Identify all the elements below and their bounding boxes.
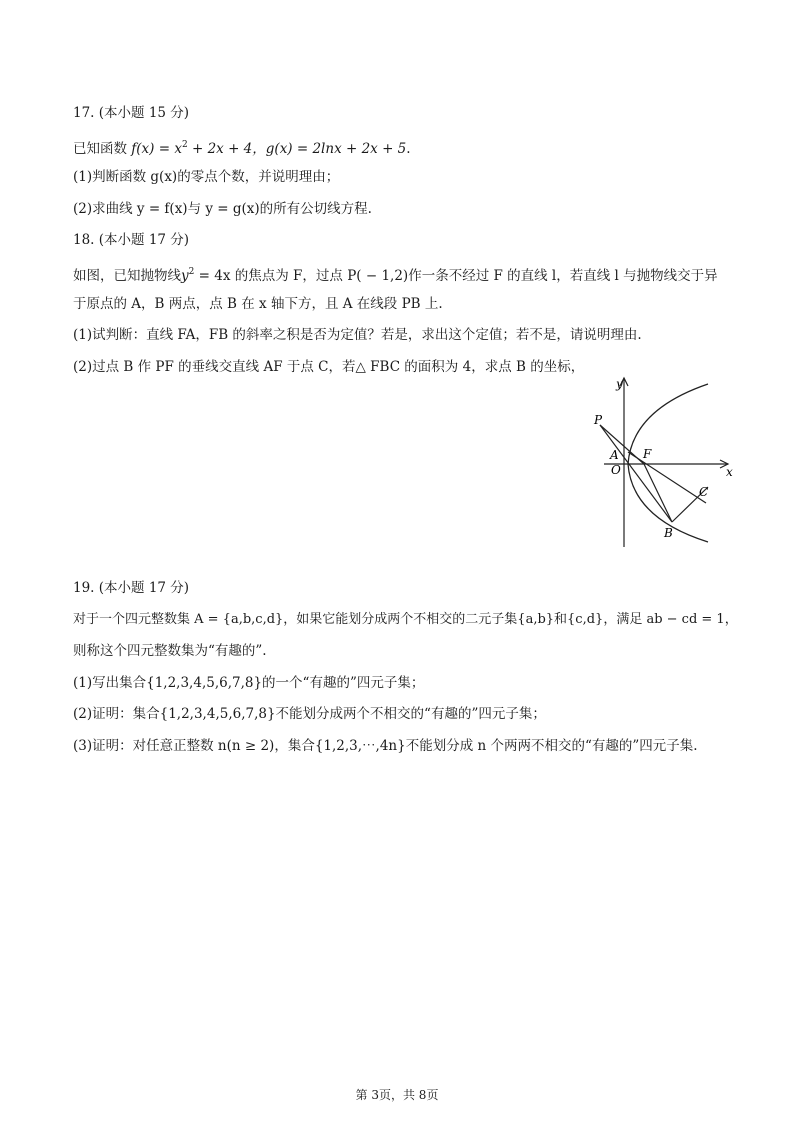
label-x: x (726, 465, 733, 479)
parabola-curve (628, 384, 708, 542)
q17-f-rest: + 2x + 4， (187, 141, 266, 157)
label-f: F (643, 447, 652, 461)
label-a: A (610, 448, 619, 462)
label-o: O (611, 463, 621, 477)
q18-stem-a2: y (181, 268, 189, 284)
q17-stem (73, 135, 411, 159)
q19-stem-line1: 对于一个四元整数集 A = {a,b,c,d}，如果它能划分成两个不相交的二元子集{a,b}和{c,d}，满足 ab − cd = 1， (73, 612, 738, 627)
q18-stem-line1 (73, 262, 718, 286)
q17-stem-end: . (406, 141, 411, 157)
label-b: B (664, 526, 673, 540)
label-y: y (616, 377, 623, 391)
q17-g-expr: g(x) = 2lnx + 2x + 5 (265, 141, 407, 157)
q19-stem-line2: 则称这个四元整数集为“有趣的”. (73, 643, 267, 659)
q19-part2: (2)证明：集合{1,2,3,4,5,6,7,8}不能划分成两个不相交的“有趣的”四元子集； (73, 706, 546, 722)
q17-header: 17. (本小题 15 分) (73, 105, 190, 121)
q17-stem-prefix: 已知函数 (73, 141, 132, 157)
q19-part3: (3)证明：对任意正整数 n(n ≥ 2)，集合{1,2,3,⋯,4n}不能划分成 n 个两两不相交的“有趣的”四元子集. (73, 738, 698, 754)
q17-part2: (2)求曲线 y = f(x)与 y = g(x)的所有公切线方程. (73, 201, 372, 217)
label-p: P (594, 413, 603, 427)
q19-header: 19. (本小题 17 分) (73, 580, 190, 596)
q18-stem-a4: = 4x 的焦点为 F，过点 P( − 1,2)作一条不经过 F 的直线 l，若直线 l 与抛物线交于异 (194, 268, 718, 284)
q19-part1: (1)写出集合{1,2,3,4,5,6,7,8}的一个“有趣的”四元子集； (73, 675, 425, 691)
q18-part2: (2)过点 B 作 PF 的垂线交直线 AF 于点 C，若△ FBC 的面积为 4，求点 B 的坐标， (73, 359, 585, 375)
q17-part1: (1)判断函数 g(x)的零点个数，并说明理由； (73, 169, 340, 185)
q18-stem-a3: 2 (188, 267, 195, 277)
q18-stem-a1: 如图，已知抛物线 (73, 268, 181, 284)
q18-stem-line2: 于原点的 A，B 两点，点 B 在 x 轴下方，且 A 在线段 PB 上. (73, 296, 443, 312)
page-footer: 第 3页，共 8页 (355, 1088, 439, 1102)
q18-part1: (1)试判断：直线 FA，FB 的斜率之积是否为定值？若是，求出这个定值；若不是，请说明理由. (73, 327, 642, 343)
q18-header: 18. (本小题 17 分) (73, 232, 190, 248)
q17-f-exp: 2 (181, 140, 188, 150)
line-fb (644, 464, 672, 522)
q17-f-expr: f(x) = x (131, 141, 182, 157)
label-c: C (699, 485, 709, 499)
parabola-figure (588, 372, 738, 552)
